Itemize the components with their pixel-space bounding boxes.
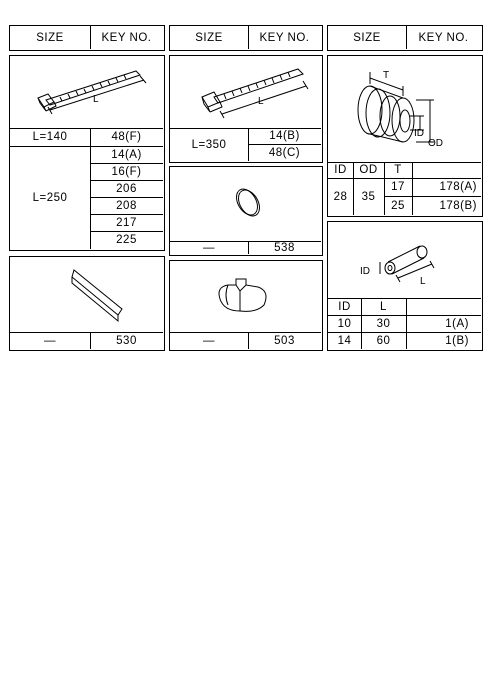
key-cell: 14(A) <box>111 148 142 161</box>
key-cell: 530 <box>116 334 137 347</box>
dim-label-id: ID <box>414 128 424 139</box>
key-cell: 538 <box>274 241 295 254</box>
key-cell: 48(C) <box>268 146 301 159</box>
cable-tie-long-drawing <box>170 56 324 128</box>
size-cell: L=250 <box>32 191 68 204</box>
key-cell: 14(B) <box>269 130 300 142</box>
disc-panel <box>169 166 323 256</box>
sleeve-drawing <box>328 222 484 298</box>
clip-panel <box>169 260 323 351</box>
key-cell: 208 <box>116 199 137 212</box>
dim-label-id: ID <box>360 266 370 277</box>
dim-label-l: L <box>93 94 99 105</box>
header-size: SIZE <box>353 31 381 44</box>
key-cell: 1(A) <box>445 317 469 330</box>
dim-label-l: L <box>420 276 426 287</box>
tie-long-panel <box>169 55 323 163</box>
col-header-id: ID <box>334 164 347 176</box>
size-cell: L=140 <box>32 131 68 143</box>
grommet-drawing <box>328 56 484 162</box>
header-key-no: KEY NO. <box>101 31 152 44</box>
col-header-t: T <box>394 164 402 176</box>
size-cell: — <box>44 334 56 347</box>
key-cell: 178(B) <box>439 199 477 212</box>
dim-label-l: L <box>258 96 264 107</box>
size-cell: — <box>203 334 215 347</box>
key-cell: 217 <box>116 216 137 229</box>
header-col3 <box>327 25 483 51</box>
col-header-od: OD <box>359 164 378 176</box>
cable-tie-short-drawing <box>10 56 166 128</box>
pad-drawing <box>10 257 166 332</box>
key-cell: 225 <box>116 234 137 246</box>
od-cell: 35 <box>361 190 376 203</box>
t-cell: 17 <box>391 181 405 193</box>
key-cell: 503 <box>274 334 295 347</box>
header-key-no: KEY NO. <box>259 31 310 44</box>
key-cell: 48(F) <box>111 131 142 143</box>
dim-label-od: OD <box>428 138 443 149</box>
id-cell: 10 <box>337 317 352 330</box>
tie-short-panel <box>9 55 165 251</box>
id-cell: 28 <box>333 190 348 203</box>
key-cell: 206 <box>116 182 137 195</box>
l-cell: 30 <box>376 317 391 330</box>
header-size: SIZE <box>195 31 223 44</box>
size-cell: — <box>203 241 215 254</box>
sleeve-panel <box>327 221 483 351</box>
header-key-no: KEY NO. <box>418 31 469 44</box>
header-col2 <box>169 25 323 51</box>
key-cell: 1(B) <box>445 334 469 347</box>
dim-label-t: T <box>383 70 390 81</box>
col-header-l: L <box>380 300 387 313</box>
pad-panel <box>9 256 165 351</box>
clip-drawing <box>170 261 324 333</box>
l-cell: 60 <box>376 334 391 347</box>
disc-drawing <box>170 167 324 241</box>
grommet-panel <box>327 55 483 217</box>
t-cell: 25 <box>391 199 405 212</box>
col-header-id: ID <box>338 300 351 313</box>
key-cell: 178(A) <box>439 181 477 193</box>
key-cell: 16(F) <box>111 165 142 178</box>
size-cell: L=350 <box>191 138 227 151</box>
header-size: SIZE <box>36 31 64 44</box>
id-cell: 14 <box>337 334 352 347</box>
header-col1 <box>9 25 165 51</box>
